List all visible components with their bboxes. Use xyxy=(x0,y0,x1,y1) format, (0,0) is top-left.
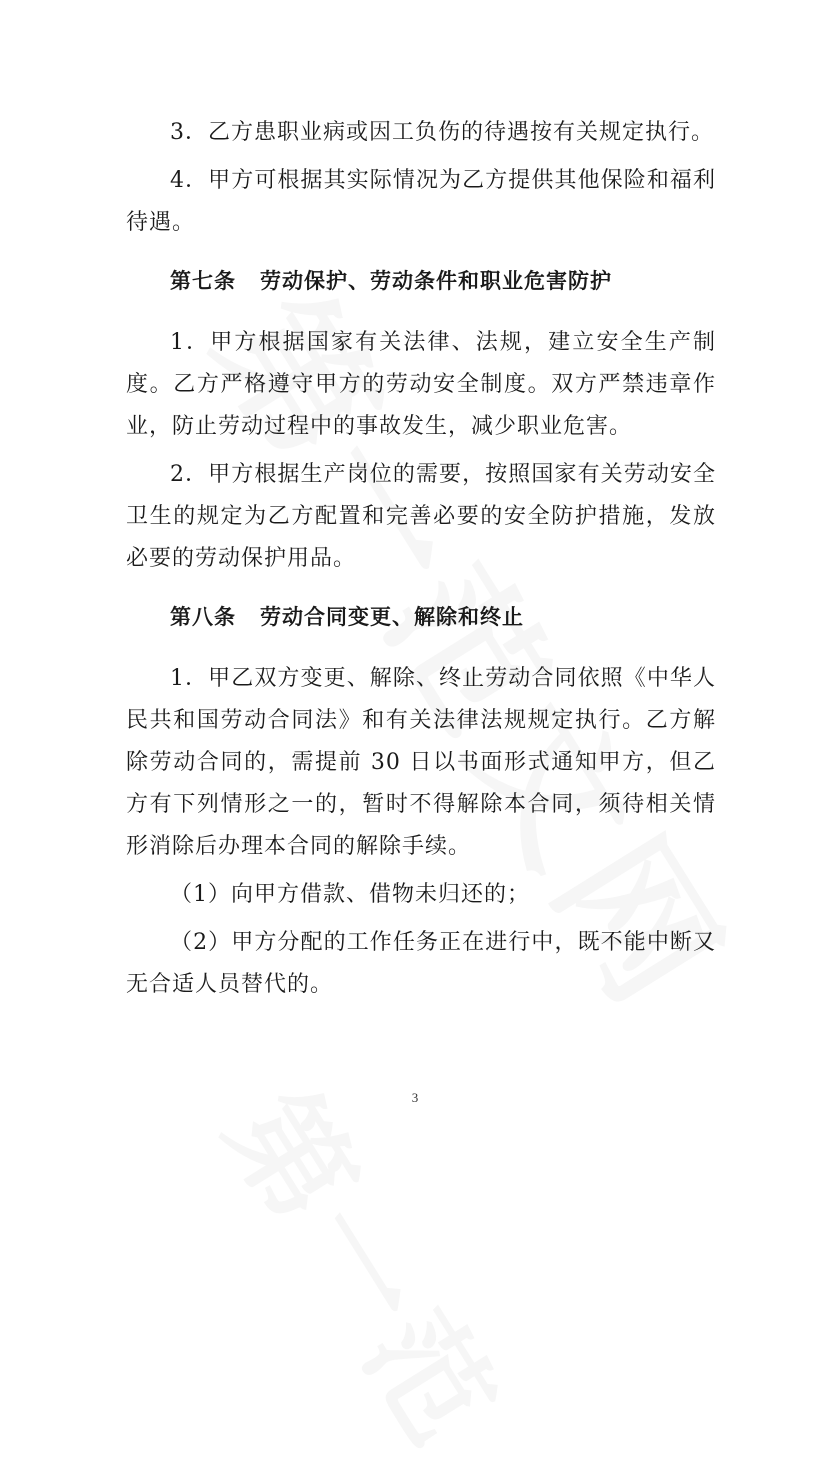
paragraph-contract-termination: 1．甲乙双方变更、解除、终止劳动合同依照《中华人民共和国劳动合同法》和有关法律法规规定执行。乙方解除劳动合同的，需提前 30 日以书面形式通知甲方，但乙方有下列情形之一的，暂时不得解除本合同，须待相关情形消除后办理本合同的解除手续。 xyxy=(126,666,716,859)
article-8-title: 劳动合同变更、解除和终止 xyxy=(260,605,524,629)
page-number: 3 xyxy=(411,1090,419,1105)
paragraph-condition-1: （1）向甲方借款、借物未归还的； xyxy=(170,882,530,907)
paragraph-condition-2: （2）甲方分配的工作任务正在进行中，既不能中断又无合适人员替代的。 xyxy=(126,930,716,997)
article-7-number: 第七条 xyxy=(170,269,236,293)
paragraph-occupational-disease: 3．乙方患职业病或因工负伤的待遇按有关规定执行。 xyxy=(170,120,714,145)
paragraph-safety-system: 1．甲方根据国家有关法律、法规，建立安全生产制度。乙方严格遵守甲方的劳动安全制度。双方严禁违章作业，防止劳动过程中的事故发生，减少职业危害。 xyxy=(126,330,716,439)
article-8-number: 第八条 xyxy=(170,605,236,629)
article-7-heading xyxy=(170,260,716,302)
paragraph-other-insurance: 4．甲方可根据其实际情况为乙方提供其他保险和福利待遇。 xyxy=(126,168,716,235)
paragraph-protective-equipment: 2．甲方根据生产岗位的需要，按照国家有关劳动安全卫生的规定为乙方配置和完善必要的安全防护措施，发放必要的劳动保护用品。 xyxy=(126,462,716,571)
document-body xyxy=(126,112,716,1012)
watermark-bottom xyxy=(194,1055,547,1477)
article-8-heading xyxy=(170,596,716,638)
article-7-title: 劳动保护、劳动条件和职业危害防护 xyxy=(260,269,612,293)
